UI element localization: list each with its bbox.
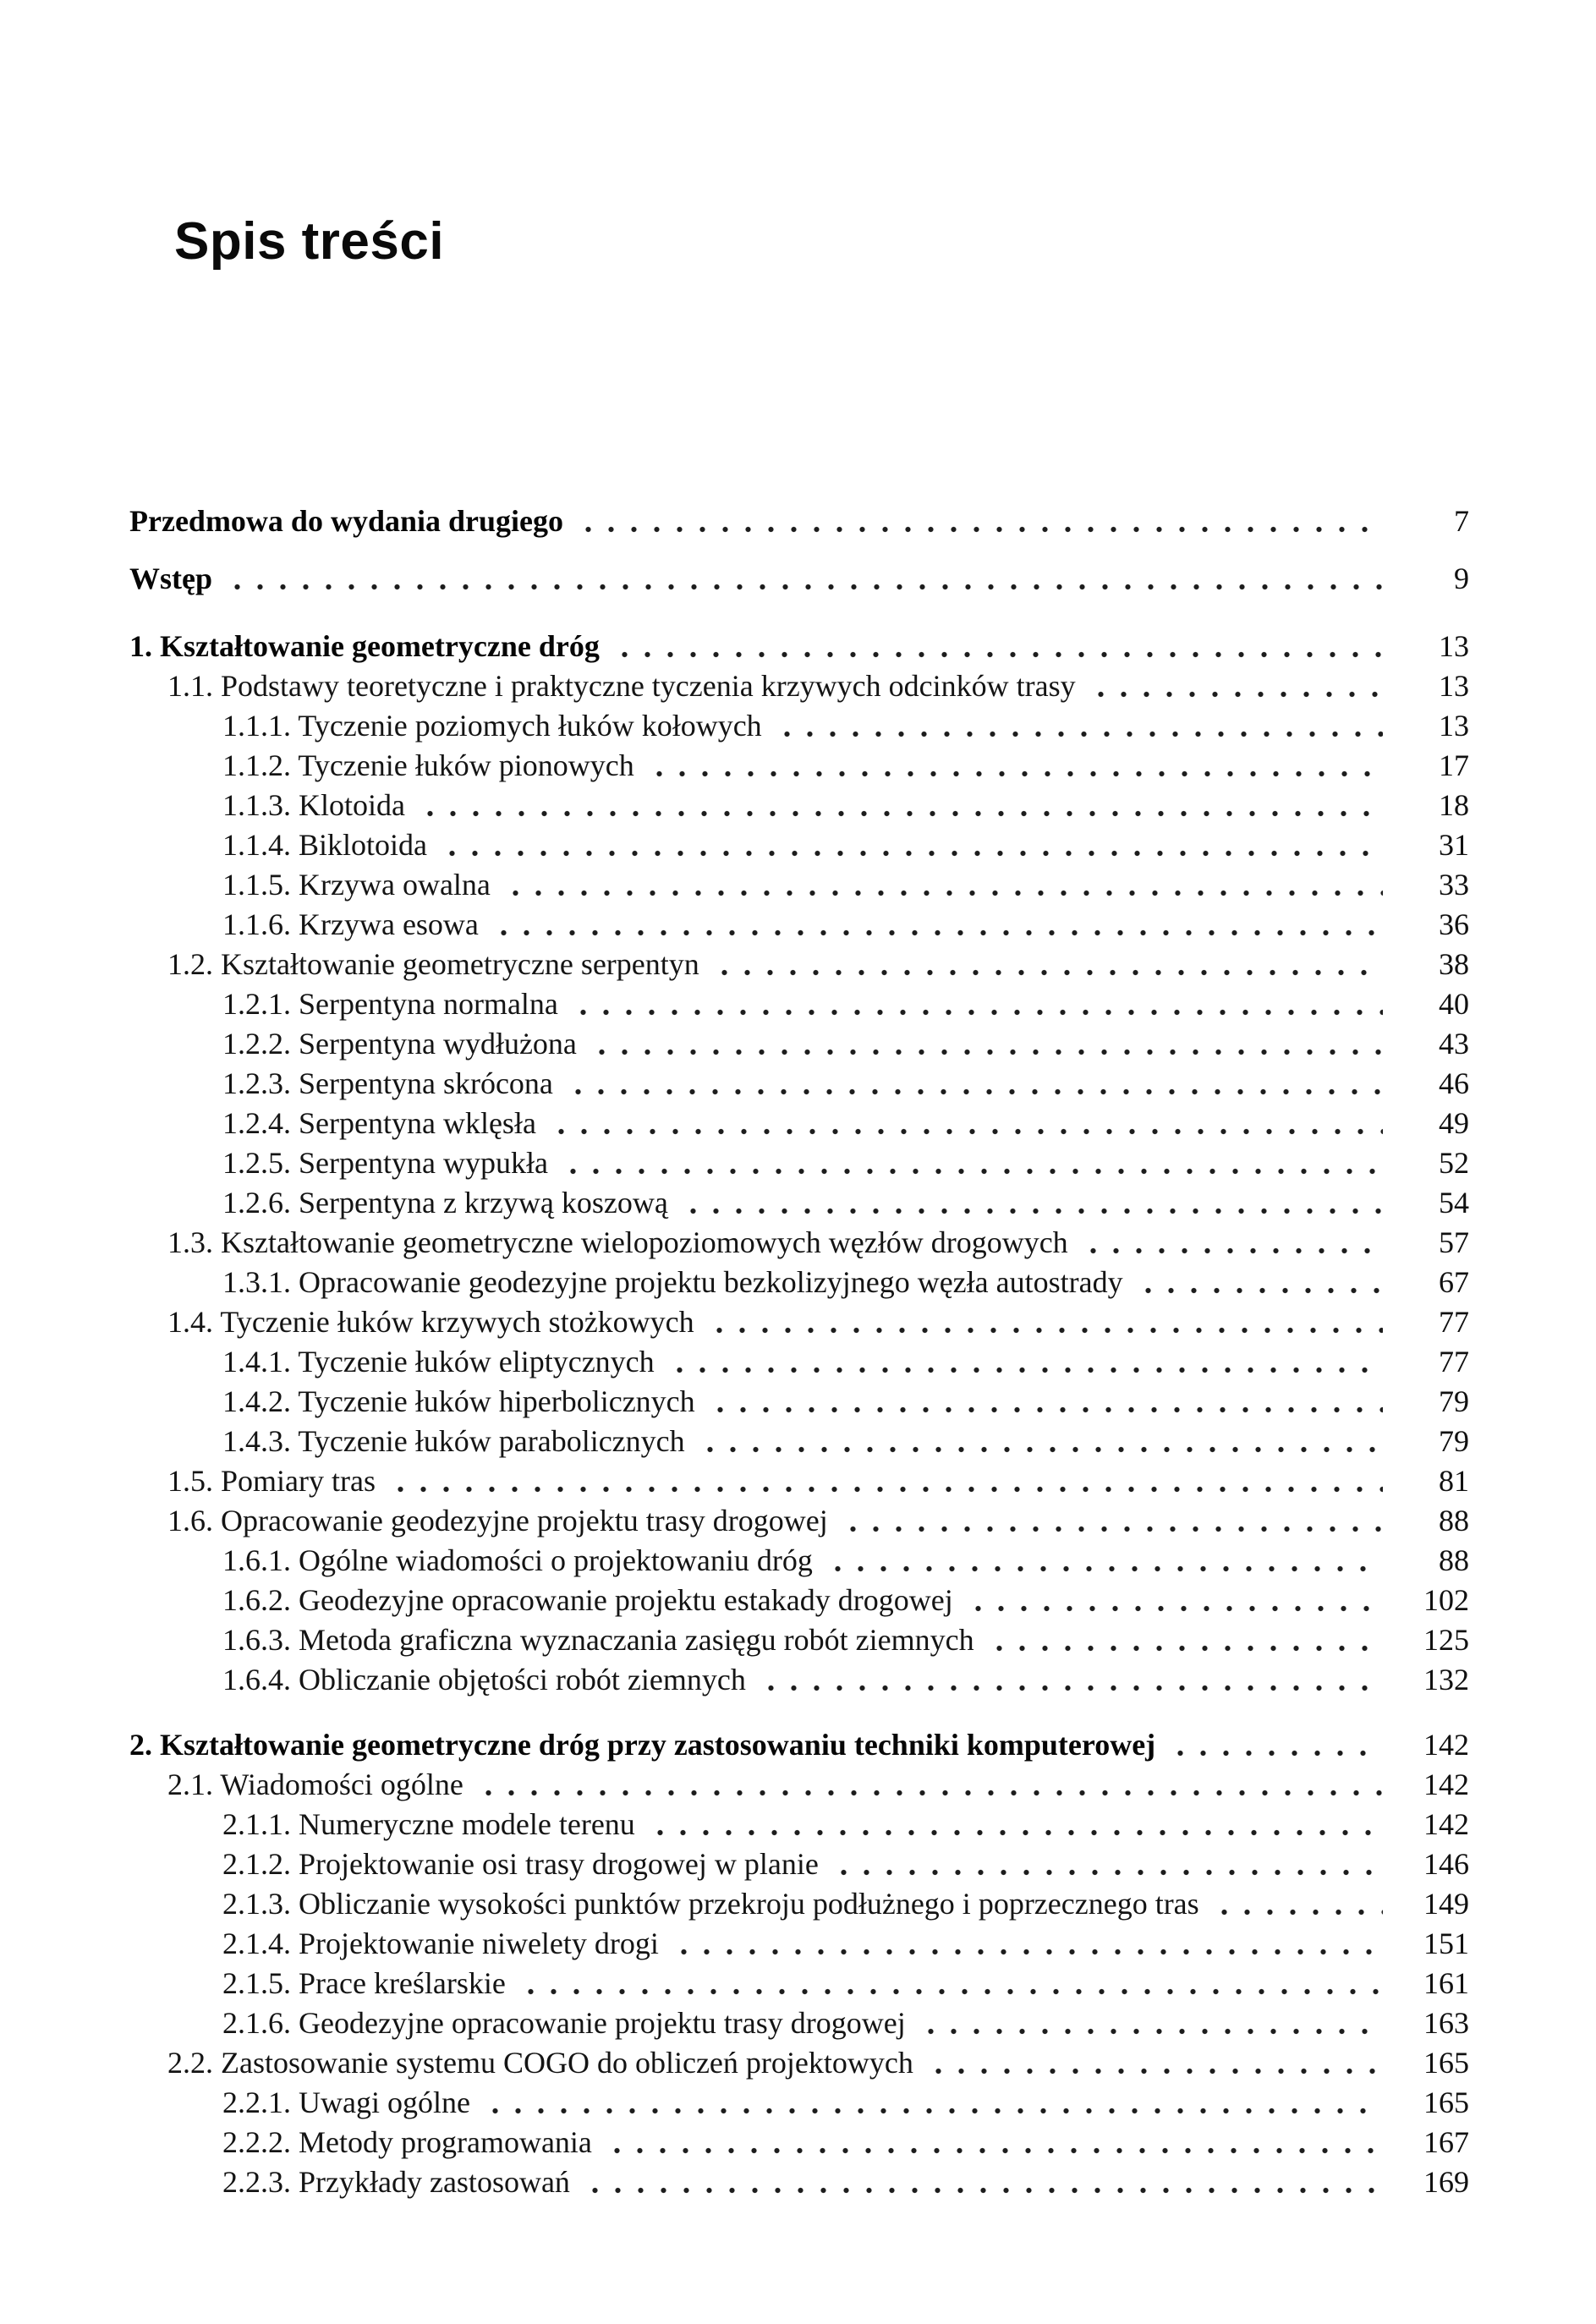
toc-entry bbox=[129, 706, 1469, 746]
toc-entry-page: 40 bbox=[1439, 987, 1469, 1021]
dot-leader bbox=[840, 1525, 1383, 1533]
toc-entry-page: 49 bbox=[1439, 1106, 1469, 1140]
toc-entry-label: 1.2.1. Serpentyna normalna bbox=[222, 987, 558, 1021]
toc-entry bbox=[129, 559, 1469, 599]
toc-entry-page: 165 bbox=[1423, 2086, 1469, 2119]
dot-leader bbox=[1080, 1247, 1383, 1255]
toc-entry bbox=[129, 1342, 1469, 1382]
toc-entry bbox=[129, 1064, 1469, 1104]
toc-entry-page: 163 bbox=[1423, 2006, 1469, 2040]
dot-leader bbox=[224, 583, 1383, 591]
toc-entry-label: 1.4.2. Tyczenie łuków hiperbolicznych bbox=[222, 1384, 695, 1418]
dot-leader bbox=[548, 1127, 1383, 1136]
toc-entry-label: Wstęp bbox=[129, 562, 212, 595]
toc-entry-page: 33 bbox=[1439, 868, 1469, 902]
dot-leader bbox=[604, 2146, 1383, 2155]
toc-entry bbox=[129, 1660, 1469, 1700]
toc-entry-label: 1.6.3. Metoda graficzna wyznaczania zasięgu robót ziemnych bbox=[222, 1623, 974, 1657]
toc-entry-page: 142 bbox=[1423, 1728, 1469, 1762]
toc-entry bbox=[129, 825, 1469, 865]
toc-entry-page: 31 bbox=[1439, 828, 1469, 862]
toc-entry-label: 1.1.6. Krzywa esowa bbox=[222, 907, 479, 941]
dot-leader bbox=[518, 1987, 1383, 1996]
toc-entry bbox=[129, 1541, 1469, 1581]
toc-entry bbox=[129, 2123, 1469, 2162]
toc-entry bbox=[129, 666, 1469, 706]
toc-entry-page: 79 bbox=[1439, 1384, 1469, 1418]
toc-entry-page: 38 bbox=[1439, 947, 1469, 981]
toc-entry bbox=[129, 1024, 1469, 1064]
toc-entry-page: 18 bbox=[1439, 788, 1469, 822]
toc-entry bbox=[129, 1302, 1469, 1342]
dot-leader bbox=[1088, 690, 1383, 699]
toc-entry-label: 1.1.4. Biklotoida bbox=[222, 828, 427, 862]
toc-entry-label: 1.2.3. Serpentyna skrócona bbox=[222, 1066, 553, 1100]
toc-entry-label: 1.6.4. Obliczanie objętości robót ziemnych bbox=[222, 1663, 746, 1696]
toc-entry-label: 1.6.1. Ogólne wiadomości o projektowaniu dróg bbox=[222, 1543, 813, 1577]
toc-entry bbox=[129, 1104, 1469, 1143]
toc-entry-page: 125 bbox=[1423, 1623, 1469, 1657]
toc-entry-label: 1. Kształtowanie geometryczne dróg bbox=[129, 629, 600, 663]
toc-entry bbox=[129, 865, 1469, 905]
toc-entry bbox=[129, 502, 1469, 541]
dot-leader bbox=[918, 2027, 1383, 2036]
toc-entry-label: 1.3.1. Opracowanie geodezyjne projektu bezkolizyjnego węzła autostrady bbox=[222, 1265, 1123, 1299]
toc-entry bbox=[129, 945, 1469, 984]
toc-entry-label: Przedmowa do wydania drugiego bbox=[129, 504, 563, 538]
dot-leader bbox=[707, 1406, 1383, 1414]
toc-entry-label: 1.1. Podstawy teoretyczne i praktyczne tyczenia krzywych odcinków trasy bbox=[167, 669, 1076, 703]
toc-entry-label: 2.2.2. Metody programowania bbox=[222, 2125, 592, 2159]
toc-entry-page: 169 bbox=[1423, 2165, 1469, 2199]
toc-entry-page: 7 bbox=[1454, 504, 1469, 538]
toc-entry-page: 13 bbox=[1439, 669, 1469, 703]
dot-leader bbox=[1167, 1749, 1383, 1757]
toc-entry-label: 2.2. Zastosowanie systemu COGO do obliczeń projektowych bbox=[167, 2046, 913, 2080]
dot-leader bbox=[417, 809, 1383, 818]
dot-leader bbox=[475, 1789, 1383, 1797]
toc-entry-page: 79 bbox=[1439, 1424, 1469, 1458]
dot-leader bbox=[986, 1644, 1383, 1653]
toc-entry bbox=[129, 2043, 1469, 2083]
toc-entry-label: 1.2.6. Serpentyna z krzywą koszową bbox=[222, 1186, 668, 1220]
toc-entry-page: 13 bbox=[1439, 629, 1469, 663]
dot-leader bbox=[387, 1485, 1383, 1494]
toc-entry bbox=[129, 1501, 1469, 1541]
toc-list bbox=[129, 502, 1469, 2202]
toc-entry bbox=[129, 2003, 1469, 2043]
toc-entry-page: 161 bbox=[1423, 1966, 1469, 2000]
toc-entry-label: 1.3. Kształtowanie geometryczne wielopoziomowych węzłów drogowych bbox=[167, 1225, 1068, 1259]
toc-entry bbox=[129, 1422, 1469, 1461]
toc-entry bbox=[129, 2162, 1469, 2202]
toc-entry-label: 1.2. Kształtowanie geometryczne serpentyn bbox=[167, 947, 699, 981]
toc-entry-label: 1.4. Tyczenie łuków krzywych stożkowych bbox=[167, 1305, 694, 1339]
toc-entry-page: 151 bbox=[1423, 1927, 1469, 1960]
toc-entry bbox=[129, 1765, 1469, 1805]
toc-entry-page: 17 bbox=[1439, 748, 1469, 782]
toc-entry-page: 54 bbox=[1439, 1186, 1469, 1220]
dot-leader bbox=[582, 2186, 1383, 2195]
toc-entry-page: 13 bbox=[1439, 709, 1469, 743]
toc-entry bbox=[129, 627, 1469, 666]
toc-entry-page: 165 bbox=[1423, 2046, 1469, 2080]
toc-entry-label: 1.1.5. Krzywa owalna bbox=[222, 868, 491, 902]
toc-entry-page: 142 bbox=[1423, 1807, 1469, 1841]
toc-entry bbox=[129, 1964, 1469, 2003]
dot-leader bbox=[666, 1366, 1383, 1374]
dot-leader bbox=[612, 650, 1383, 659]
toc-entry-label: 1.2.5. Serpentyna wypukła bbox=[222, 1146, 548, 1180]
toc-entry-page: 167 bbox=[1423, 2125, 1469, 2159]
toc-entry-page: 46 bbox=[1439, 1066, 1469, 1100]
toc-entry-label: 2.2.3. Przykłady zastosowań bbox=[222, 2165, 570, 2199]
toc-entry-page: 77 bbox=[1439, 1345, 1469, 1379]
toc-entry-page: 43 bbox=[1439, 1027, 1469, 1061]
toc-entry-label: 1.1.2. Tyczenie łuków pionowych bbox=[222, 748, 634, 782]
toc-entry-label: 2.1. Wiadomości ogólne bbox=[167, 1768, 463, 1801]
dot-leader bbox=[491, 929, 1383, 937]
toc-entry bbox=[129, 1581, 1469, 1620]
toc-entry-page: 132 bbox=[1423, 1663, 1469, 1696]
toc-entry-page: 146 bbox=[1423, 1847, 1469, 1881]
toc-entry bbox=[129, 786, 1469, 825]
toc-entry-page: 77 bbox=[1439, 1305, 1469, 1339]
dot-leader bbox=[439, 849, 1383, 858]
toc-entry bbox=[129, 1805, 1469, 1844]
toc-entry-label: 1.2.2. Serpentyna wydłużona bbox=[222, 1027, 577, 1061]
dot-leader bbox=[711, 968, 1383, 977]
dot-leader bbox=[965, 1604, 1383, 1613]
toc-entry bbox=[129, 1143, 1469, 1183]
toc-entry bbox=[129, 1382, 1469, 1422]
dot-leader bbox=[697, 1445, 1383, 1454]
toc-entry-label: 1.4.3. Tyczenie łuków parabolicznych bbox=[222, 1424, 685, 1458]
toc-entry-label: 1.6.2. Geodezyjne opracowanie projektu estakady drogowej bbox=[222, 1583, 953, 1617]
toc-entry bbox=[129, 1924, 1469, 1964]
toc-entry bbox=[129, 1263, 1469, 1302]
toc-entry-label: 1.5. Pomiary tras bbox=[167, 1464, 376, 1498]
toc-entry-label: 2.1.1. Numeryczne modele terenu bbox=[222, 1807, 635, 1841]
dot-leader bbox=[647, 1828, 1383, 1837]
toc-entry-page: 57 bbox=[1439, 1225, 1469, 1259]
toc-entry-label: 2.1.4. Projektowanie niwelety drogi bbox=[222, 1927, 659, 1960]
dot-leader bbox=[570, 1008, 1383, 1017]
toc-entry-label: 1.6. Opracowanie geodezyjne projektu trasy drogowej bbox=[167, 1504, 828, 1537]
toc-entry bbox=[129, 2083, 1469, 2123]
dot-leader bbox=[575, 525, 1383, 534]
dot-leader bbox=[646, 770, 1383, 778]
toc-entry bbox=[129, 1620, 1469, 1660]
dot-leader bbox=[589, 1048, 1383, 1056]
toc-entry-label: 2.1.2. Projektowanie osi trasy drogowej w planie bbox=[222, 1847, 819, 1881]
toc-entry-label: 2.1.3. Obliczanie wysokości punktów przekroju podłużnego i poprzecznego tras bbox=[222, 1887, 1199, 1921]
toc-entry-page: 9 bbox=[1454, 562, 1469, 595]
dot-leader bbox=[1135, 1286, 1383, 1295]
toc-entry bbox=[129, 1844, 1469, 1884]
dot-leader bbox=[706, 1326, 1383, 1335]
dot-leader bbox=[925, 2067, 1383, 2075]
dot-leader bbox=[560, 1167, 1383, 1176]
toc-entry bbox=[129, 984, 1469, 1024]
dot-leader bbox=[1211, 1908, 1383, 1916]
dot-leader bbox=[671, 1948, 1383, 1956]
toc-entry bbox=[129, 1223, 1469, 1263]
toc-entry bbox=[129, 1183, 1469, 1223]
dot-leader bbox=[774, 730, 1383, 738]
toc-entry-page: 149 bbox=[1423, 1887, 1469, 1921]
toc-entry-label: 2.1.5. Prace kreślarskie bbox=[222, 1966, 506, 2000]
toc-entry bbox=[129, 1461, 1469, 1501]
toc-entry-label: 1.4.1. Tyczenie łuków eliptycznych bbox=[222, 1345, 655, 1379]
toc-entry-page: 52 bbox=[1439, 1146, 1469, 1180]
toc-entry-label: 2. Kształtowanie geometryczne dróg przy zastosowaniu techniki komputerowej bbox=[129, 1728, 1156, 1762]
toc-entry-page: 88 bbox=[1439, 1543, 1469, 1577]
toc-entry-label: 2.1.6. Geodezyjne opracowanie projektu trasy drogowej bbox=[222, 2006, 906, 2040]
toc-entry-label: 1.1.3. Klotoida bbox=[222, 788, 405, 822]
dot-leader bbox=[482, 2107, 1383, 2115]
toc-entry-page: 81 bbox=[1439, 1464, 1469, 1498]
toc-entry bbox=[129, 1725, 1469, 1765]
dot-leader bbox=[680, 1207, 1383, 1215]
dot-leader bbox=[831, 1868, 1383, 1877]
toc-entry-page: 36 bbox=[1439, 907, 1469, 941]
toc-entry-page: 142 bbox=[1423, 1768, 1469, 1801]
page-title: Spis treści bbox=[174, 212, 445, 271]
toc-entry-page: 102 bbox=[1423, 1583, 1469, 1617]
toc-entry-label: 1.2.4. Serpentyna wklęsła bbox=[222, 1106, 536, 1140]
dot-leader bbox=[825, 1565, 1383, 1573]
toc-entry-page: 67 bbox=[1439, 1265, 1469, 1299]
toc-entry bbox=[129, 746, 1469, 786]
toc-entry-label: 2.2.1. Uwagi ogólne bbox=[222, 2086, 470, 2119]
dot-leader bbox=[565, 1088, 1383, 1096]
toc-entry bbox=[129, 905, 1469, 945]
toc-entry-page: 88 bbox=[1439, 1504, 1469, 1537]
toc-entry bbox=[129, 1884, 1469, 1924]
toc-entry-label: 1.1.1. Tyczenie poziomych łuków kołowych bbox=[222, 709, 762, 743]
dot-leader bbox=[502, 889, 1383, 897]
dot-leader bbox=[758, 1684, 1383, 1692]
